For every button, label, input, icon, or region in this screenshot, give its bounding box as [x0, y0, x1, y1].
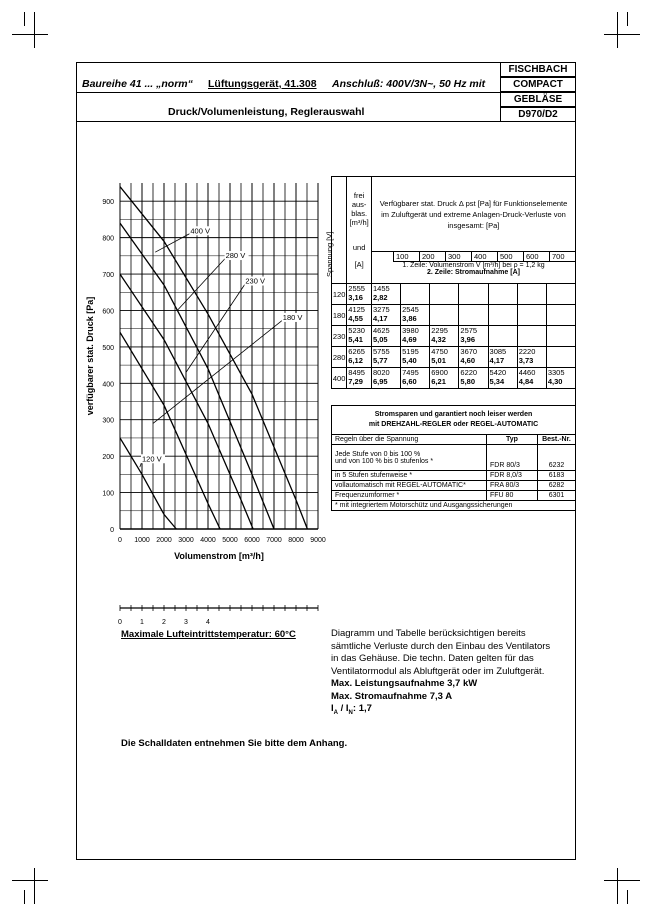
col-header-typ: Typ — [487, 435, 538, 445]
value-cell — [401, 347, 430, 368]
regulator-footnote: * mit integriertem Motorschütz und Ausgangssicherungen — [332, 501, 576, 511]
current-value: 4,69 — [402, 335, 417, 344]
crop-mark — [12, 34, 48, 35]
regulator-nr: 6183 — [538, 471, 576, 481]
value-cell — [488, 284, 517, 305]
flow-value: 8020 — [372, 368, 390, 377]
regulator-typ: FDR 80/3 — [487, 445, 538, 471]
current-value — [490, 314, 516, 323]
y-tick-label: 700 — [102, 272, 114, 280]
table-row — [332, 305, 576, 326]
max-temp-note: Maximale Lufteintrittstemperatur: 60°C — [121, 629, 296, 640]
pressure-desc-cell — [371, 177, 575, 252]
value-cell — [488, 326, 517, 347]
value-cell — [546, 326, 575, 347]
current-value: 4,17 — [372, 314, 388, 323]
current-value — [431, 314, 457, 323]
current-value — [402, 293, 428, 302]
x-tick-label: 4000 — [200, 537, 216, 544]
regulator-nr: 6282 — [538, 481, 576, 491]
flow-value: 4750 — [431, 347, 448, 356]
current-value: 3,96 — [460, 335, 476, 344]
crop-mark — [627, 12, 628, 26]
value-cell — [517, 368, 546, 389]
flow-value: 3305 — [547, 368, 565, 377]
current-value: 6,12 — [348, 356, 363, 365]
pressure-value: 600 — [523, 252, 549, 262]
series-label: 120 V — [142, 454, 162, 464]
table-row — [332, 347, 576, 368]
flow-value — [548, 347, 574, 356]
value-cell — [488, 305, 517, 326]
y-tick-label: 300 — [102, 417, 114, 425]
value-cell — [430, 284, 459, 305]
current-value: 5,01 — [431, 356, 446, 365]
connection-label: Anschluß: 400V/3N~, 50 Hz mit — [332, 78, 486, 90]
value-cell — [488, 368, 517, 389]
brand-code: D970/D2 — [500, 107, 576, 122]
brand-fischbach: FISCHBACH — [500, 62, 576, 77]
y-axis-label: verfügbarer stat. Druck [Pa] — [85, 296, 95, 416]
scale2-tick-label: 1 — [140, 619, 144, 626]
flow-value: 3275 — [372, 305, 390, 314]
value-cell — [371, 368, 400, 389]
flow-value — [519, 305, 545, 314]
current-value — [548, 335, 574, 344]
value-cell — [347, 347, 372, 368]
value-cell — [517, 326, 546, 347]
voltage-cell: 120 — [332, 284, 347, 305]
current-value: 3,73 — [518, 356, 534, 365]
performance-table — [325, 176, 576, 389]
current-value: 5,05 — [372, 335, 388, 344]
table-row — [332, 326, 576, 347]
regulator-typ: FDR 8,0/3 — [487, 471, 538, 481]
voltage-cell: 400 — [332, 368, 347, 389]
regulator-title-cell — [332, 406, 576, 435]
value-cell — [546, 305, 575, 326]
crop-mark — [24, 12, 25, 26]
series-label: 230 V — [245, 276, 266, 286]
description-line: Ventilatormodul als Abluftgerät oder im Zuluftgerät. — [331, 665, 545, 677]
flow-value — [519, 284, 545, 293]
regulator-text: und von 100 % bis 0 stufenlos * — [335, 457, 434, 465]
current-value: 4,84 — [518, 377, 534, 386]
flow-value — [490, 305, 516, 314]
value-cell — [371, 326, 400, 347]
flow-value: 2295 — [431, 326, 448, 335]
x-tick-label: 8000 — [288, 537, 304, 544]
value-cell — [371, 347, 400, 368]
brand-compact: COMPACT — [500, 77, 576, 92]
value-cell — [401, 368, 430, 389]
value-cell — [517, 305, 546, 326]
ratio-label: I — [331, 703, 334, 714]
max-current: Max. Stromaufnahme 7,3 A — [331, 690, 453, 702]
x-tick-label: 0 — [118, 537, 122, 544]
value-cell — [459, 347, 488, 368]
current-value — [519, 314, 545, 323]
crop-mark — [617, 12, 618, 48]
value-cell — [459, 284, 488, 305]
ratio-value: : 1,7 — [352, 703, 372, 714]
flow-value: 5420 — [489, 368, 507, 377]
value-cell — [430, 305, 459, 326]
value-cell — [459, 305, 488, 326]
value-cell — [347, 326, 372, 347]
ampere-label: [A] — [354, 260, 364, 269]
free-header-line: aus- — [351, 200, 367, 209]
description-line: in das Gehäuse. Die techn. Daten gelten für das — [331, 653, 534, 664]
pressure-value: 500 — [497, 252, 523, 262]
value-cell — [347, 284, 372, 305]
value-cell — [347, 305, 372, 326]
table-row — [332, 284, 576, 305]
flow-value — [519, 326, 545, 335]
current-value: 4,55 — [348, 314, 363, 323]
y-tick-label: 600 — [102, 308, 114, 316]
pressure-value: 300 — [445, 252, 471, 262]
current-value: 4,32 — [431, 335, 446, 344]
crop-mark — [604, 880, 640, 881]
regulator-typ: FFU 80 — [487, 491, 538, 501]
flow-value — [548, 305, 574, 314]
pressure-value: 100 — [393, 252, 419, 262]
flow-value: 4460 — [518, 368, 536, 377]
x-tick-label: 9000 — [310, 537, 326, 544]
current-value — [548, 314, 574, 323]
value-cell — [371, 305, 400, 326]
value-cell — [517, 347, 546, 368]
flow-value: 7495 — [402, 368, 419, 377]
label-leader — [186, 284, 245, 373]
current-value — [548, 293, 574, 302]
series-label: Baureihe 41 ... „norm“ — [82, 78, 193, 90]
current-value — [460, 293, 486, 302]
pressure-values — [372, 252, 575, 262]
x-tick-label: 7000 — [266, 537, 282, 544]
flow-value — [431, 305, 457, 314]
flow-value: 5195 — [402, 347, 419, 356]
flow-value: 5230 — [348, 326, 365, 335]
flow-value: 3085 — [489, 347, 507, 356]
voltage-cell: 180 — [332, 305, 347, 326]
crop-mark — [12, 880, 48, 881]
value-cell — [401, 284, 430, 305]
current-ratio — [331, 703, 576, 719]
regulator-text: vollautomatisch mit REGEL-AUTOMATIC* — [332, 481, 487, 491]
col-header-regeln: Regeln über die Spannung — [332, 435, 487, 445]
series-label: 400 V — [190, 226, 211, 236]
flow-value: 2220 — [518, 347, 536, 356]
row2-note: 2. Zeile: Stromaufnahme [A] — [427, 269, 520, 276]
x-tick-label: 1000 — [134, 537, 150, 544]
crop-mark — [617, 868, 618, 904]
current-value: 4,17 — [489, 356, 505, 365]
device-label: Lüftungsgerät, 41.308 — [208, 78, 317, 90]
value-cell — [430, 326, 459, 347]
flow-value: 6220 — [460, 368, 478, 377]
regulator-text: Frequenzumformer * — [332, 491, 487, 501]
flow-value — [402, 284, 428, 293]
ratio-sub-n: N — [348, 709, 353, 716]
y-tick-label: 100 — [102, 490, 114, 498]
value-cell — [459, 368, 488, 389]
current-value: 4,30 — [547, 377, 563, 386]
und-label: und — [352, 243, 366, 252]
y-tick-label: 200 — [102, 454, 114, 462]
pressure-value: 200 — [419, 252, 445, 262]
value-cell — [347, 368, 372, 389]
x-tick-label: 2000 — [156, 537, 172, 544]
regulator-text: in 5 Stufen stufenweise * — [332, 471, 487, 481]
regulator-title-line2: mit DREHZAHL-REGLER oder REGEL-AUTOMATIC — [368, 421, 539, 428]
free-header-line: [m³/h] — [349, 218, 369, 227]
scale2-tick-label: 0 — [118, 619, 122, 626]
regulator-nr: 6301 — [538, 491, 576, 501]
pressure-flow-chart — [70, 170, 332, 630]
description-block — [331, 628, 576, 719]
ratio-sub-a: A — [333, 709, 338, 716]
current-value: 5,40 — [402, 356, 417, 365]
current-value: 3,16 — [348, 293, 363, 302]
crop-mark — [24, 890, 25, 904]
sound-note: Die Schalldaten entnehmen Sie bitte dem Anhang. — [121, 738, 348, 749]
series-label: 180 V — [282, 312, 303, 322]
flow-value — [548, 284, 574, 293]
description-line: Diagramm und Tabelle berücksichtigen bereits — [331, 628, 526, 639]
x-tick-label: 3000 — [178, 537, 194, 544]
description-line: sämtliche Verluste durch den Einbau des Ventilators — [331, 640, 551, 652]
value-cell — [401, 305, 430, 326]
current-value: 5,41 — [348, 335, 363, 344]
flow-value: 1455 — [372, 284, 390, 293]
y-tick-label: 800 — [102, 235, 114, 243]
scale2-tick-label: 3 — [184, 619, 188, 626]
crop-mark — [34, 868, 35, 904]
voltage-cell: 280 — [332, 347, 347, 368]
value-cell — [546, 368, 575, 389]
current-value: 5,34 — [489, 377, 505, 386]
y-tick-label: 0 — [110, 527, 114, 534]
regulator-table — [331, 405, 576, 511]
free-header-cell — [347, 177, 372, 284]
value-cell — [546, 284, 575, 305]
ratio-mid: / I — [337, 703, 349, 714]
value-cell — [459, 326, 488, 347]
col-header-nr: Best.-Nr. — [538, 435, 576, 445]
flow-value: 4625 — [372, 326, 390, 335]
series-curve — [120, 438, 176, 529]
row1-note: 1. Zeile: Volumenstrom V [m³/h] bei ρ = 1,2 kg — [402, 262, 545, 269]
flow-value — [460, 305, 486, 314]
value-cell — [401, 326, 430, 347]
pressure-values-cell — [371, 252, 575, 284]
current-value — [519, 293, 545, 302]
regulator-text: Jede Stufe von 0 bis 100 % — [335, 450, 421, 458]
value-cell — [430, 368, 459, 389]
flow-value: 6265 — [348, 347, 365, 356]
x-tick-label: 6000 — [244, 537, 260, 544]
current-value — [431, 293, 457, 302]
x-tick-label: 5000 — [222, 537, 238, 544]
table-row — [332, 368, 576, 389]
voltage-cell: 230 — [332, 326, 347, 347]
series-label: 280 V — [225, 251, 246, 261]
pressure-value: 700 — [549, 252, 575, 262]
regulator-typ: FRA 80/3 — [487, 481, 538, 491]
crop-mark — [627, 890, 628, 904]
current-value: 7,29 — [348, 377, 363, 386]
current-value — [519, 335, 545, 344]
flow-value — [431, 284, 457, 293]
y-tick-label: 500 — [102, 344, 114, 352]
value-cell — [546, 347, 575, 368]
value-cell — [488, 347, 517, 368]
regulator-nr: 6232 — [538, 445, 576, 471]
flow-value: 8495 — [348, 368, 365, 377]
flow-value: 6900 — [431, 368, 448, 377]
flow-value: 2555 — [348, 284, 365, 293]
flow-value — [548, 326, 574, 335]
current-value: 3,86 — [402, 314, 417, 323]
brand-geblaese: GEBLÄSE — [500, 92, 576, 107]
current-value: 6,60 — [402, 377, 417, 386]
y-tick-label: 900 — [102, 199, 114, 207]
pressure-description: Verfügbarer stat. Druck Δ pst [Pa] für Funktionselemente im Zuluftgerät und extreme Anlagen-Druck-Verluste von insgesamt: [Pa] — [379, 198, 568, 230]
current-value: 5,77 — [372, 356, 388, 365]
flow-value: 4125 — [348, 305, 365, 314]
pressure-value: 400 — [471, 252, 497, 262]
regulator-title-line1: Stromsparen und garantiert noch leiser werden — [374, 411, 533, 418]
y-tick-label: 400 — [102, 381, 114, 389]
page-subtitle: Druck/Volumenleistung, Reglerauswahl — [168, 106, 365, 118]
flow-value: 5755 — [372, 347, 390, 356]
current-value: 5,80 — [460, 377, 476, 386]
flow-value — [490, 284, 516, 293]
flow-value: 3980 — [402, 326, 419, 335]
current-value — [548, 356, 574, 365]
crop-mark — [34, 12, 35, 48]
voltage-header-cell: Spannung [V] — [332, 177, 347, 284]
current-value: 4,60 — [460, 356, 476, 365]
current-value: 6,95 — [372, 377, 388, 386]
max-power: Max. Leistungsaufnahme 3,7 kW — [331, 678, 478, 689]
current-value — [490, 293, 516, 302]
x-axis-label: Volumenstrom [m³/h] — [174, 551, 264, 561]
scale2-tick-label: 4 — [206, 619, 210, 626]
value-cell — [517, 284, 546, 305]
flow-value: 2545 — [402, 305, 419, 314]
flow-value: 3670 — [460, 347, 478, 356]
current-value — [490, 335, 516, 344]
value-cell — [430, 347, 459, 368]
flow-value — [460, 284, 486, 293]
scale2-tick-label: 2 — [162, 619, 166, 626]
current-value: 6,21 — [431, 377, 446, 386]
crop-mark — [604, 34, 640, 35]
flow-value: 2575 — [460, 326, 478, 335]
value-cell — [371, 284, 400, 305]
regulator-row-text — [332, 445, 487, 471]
free-header-line: blas. — [351, 209, 368, 218]
current-value — [460, 314, 486, 323]
flow-value — [490, 326, 516, 335]
free-header-line: frei — [353, 191, 365, 200]
current-value: 2,82 — [372, 293, 388, 302]
